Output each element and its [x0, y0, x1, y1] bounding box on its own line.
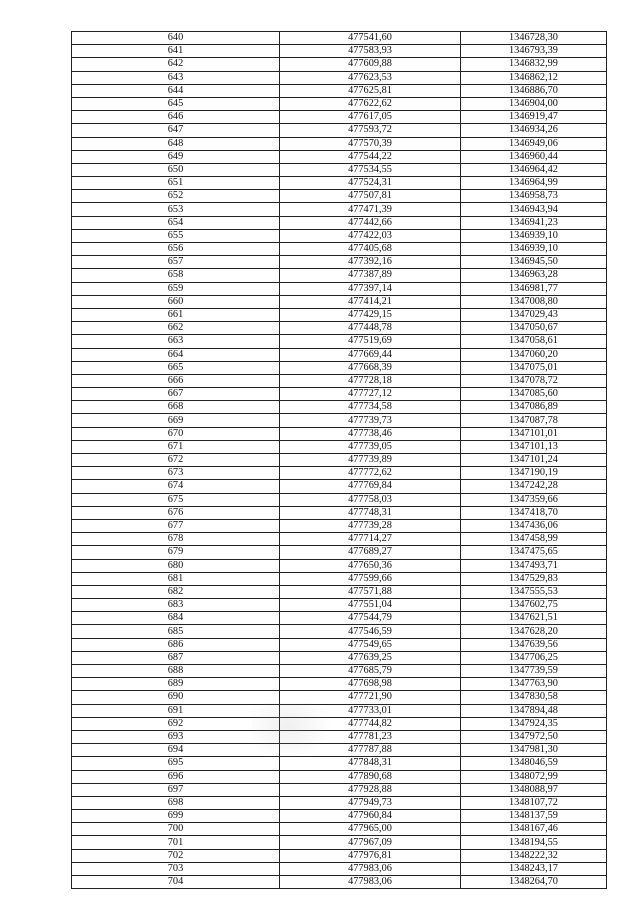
x-coordinate-cell: 477739,28: [280, 519, 461, 532]
table-row: [72, 612, 607, 625]
y-coordinate-cell: 1348264,70: [461, 876, 607, 889]
x-coordinate-cell: 477429,15: [280, 308, 461, 321]
point-number-cell: 697: [72, 783, 280, 796]
table-row: [72, 506, 607, 519]
x-coordinate-cell: 477571,88: [280, 585, 461, 598]
y-coordinate-cell: 1347639,56: [461, 638, 607, 651]
table-row: [72, 177, 607, 190]
table-row: [72, 493, 607, 506]
table-row: [72, 269, 607, 282]
x-coordinate-cell: 477739,73: [280, 414, 461, 427]
y-coordinate-cell: 1347101,24: [461, 454, 607, 467]
point-number-cell: 657: [72, 256, 280, 269]
point-number-cell: 642: [72, 58, 280, 71]
point-number-cell: 702: [72, 849, 280, 862]
table-row: [72, 203, 607, 216]
point-number-cell: 644: [72, 84, 280, 97]
table-row: [72, 229, 607, 242]
x-coordinate-cell: 477772,62: [280, 467, 461, 480]
x-coordinate-cell: 477593,72: [280, 124, 461, 137]
table-row: [72, 862, 607, 875]
y-coordinate-cell: 1346886,70: [461, 84, 607, 97]
y-coordinate-cell: 1346904,00: [461, 97, 607, 110]
x-coordinate-cell: 477405,68: [280, 243, 461, 256]
table-row: [72, 111, 607, 124]
x-coordinate-cell: 477609,88: [280, 58, 461, 71]
table-row: [72, 585, 607, 598]
table-row: [72, 295, 607, 308]
y-coordinate-cell: 1346728,30: [461, 32, 607, 45]
y-coordinate-cell: 1348194,55: [461, 836, 607, 849]
x-coordinate-cell: 477727,12: [280, 388, 461, 401]
y-coordinate-cell: 1348088,97: [461, 783, 607, 796]
y-coordinate-cell: 1347101,13: [461, 440, 607, 453]
table-row: [72, 730, 607, 743]
point-number-cell: 667: [72, 388, 280, 401]
point-number-cell: 684: [72, 612, 280, 625]
coordinate-sheet: [71, 31, 606, 889]
y-coordinate-cell: 1347085,60: [461, 388, 607, 401]
point-number-cell: 663: [72, 335, 280, 348]
x-coordinate-cell: 477551,04: [280, 599, 461, 612]
x-coordinate-cell: 477928,88: [280, 783, 461, 796]
table-row: [72, 440, 607, 453]
x-coordinate-cell: 477669,44: [280, 348, 461, 361]
table-row: [72, 796, 607, 809]
y-coordinate-cell: 1347830,58: [461, 691, 607, 704]
point-number-cell: 679: [72, 546, 280, 559]
y-coordinate-cell: 1348137,59: [461, 810, 607, 823]
y-coordinate-cell: 1347060,20: [461, 348, 607, 361]
table-row: [72, 678, 607, 691]
point-number-cell: 675: [72, 493, 280, 506]
point-number-cell: 662: [72, 322, 280, 335]
y-coordinate-cell: 1347058,61: [461, 335, 607, 348]
x-coordinate-cell: 477976,81: [280, 849, 461, 862]
point-number-cell: 649: [72, 150, 280, 163]
point-number-cell: 673: [72, 467, 280, 480]
x-coordinate-cell: 477546,59: [280, 625, 461, 638]
y-coordinate-cell: 1347075,01: [461, 361, 607, 374]
x-coordinate-cell: 477524,31: [280, 177, 461, 190]
y-coordinate-cell: 1347972,50: [461, 730, 607, 743]
y-coordinate-cell: 1346963,28: [461, 269, 607, 282]
x-coordinate-cell: 477625,81: [280, 84, 461, 97]
table-row: [72, 454, 607, 467]
x-coordinate-cell: 477448,78: [280, 322, 461, 335]
point-number-cell: 686: [72, 638, 280, 651]
table-row: [72, 97, 607, 110]
x-coordinate-cell: 477549,65: [280, 638, 461, 651]
y-coordinate-cell: 1346941,23: [461, 216, 607, 229]
x-coordinate-cell: 477570,39: [280, 137, 461, 150]
point-number-cell: 658: [72, 269, 280, 282]
x-coordinate-cell: 477738,46: [280, 427, 461, 440]
x-coordinate-cell: 477983,06: [280, 862, 461, 875]
y-coordinate-cell: 1347555,53: [461, 585, 607, 598]
point-number-cell: 685: [72, 625, 280, 638]
table-row: [72, 757, 607, 770]
table-row: [72, 783, 607, 796]
coordinate-table-body: [72, 32, 607, 889]
y-coordinate-cell: 1346832,99: [461, 58, 607, 71]
y-coordinate-cell: 1347078,72: [461, 374, 607, 387]
y-coordinate-cell: 1347739,59: [461, 665, 607, 678]
point-number-cell: 693: [72, 730, 280, 743]
y-coordinate-cell: 1347008,80: [461, 295, 607, 308]
table-row: [72, 810, 607, 823]
y-coordinate-cell: 1347706,25: [461, 651, 607, 664]
point-number-cell: 698: [72, 796, 280, 809]
point-number-cell: 680: [72, 559, 280, 572]
y-coordinate-cell: 1346943,94: [461, 203, 607, 216]
y-coordinate-cell: 1346919,47: [461, 111, 607, 124]
point-number-cell: 692: [72, 717, 280, 730]
x-coordinate-cell: 477397,14: [280, 282, 461, 295]
x-coordinate-cell: 477668,39: [280, 361, 461, 374]
y-coordinate-cell: 1347086,89: [461, 401, 607, 414]
table-row: [72, 533, 607, 546]
table-row: [72, 546, 607, 559]
x-coordinate-cell: 477983,06: [280, 876, 461, 889]
point-number-cell: 653: [72, 203, 280, 216]
x-coordinate-cell: 477685,79: [280, 665, 461, 678]
table-row: [72, 84, 607, 97]
point-number-cell: 682: [72, 585, 280, 598]
point-number-cell: 668: [72, 401, 280, 414]
x-coordinate-cell: 477721,90: [280, 691, 461, 704]
x-coordinate-cell: 477507,81: [280, 190, 461, 203]
table-row: [72, 401, 607, 414]
point-number-cell: 669: [72, 414, 280, 427]
y-coordinate-cell: 1346862,12: [461, 71, 607, 84]
table-row: [72, 876, 607, 889]
y-coordinate-cell: 1346793,39: [461, 45, 607, 58]
table-row: [72, 243, 607, 256]
point-number-cell: 696: [72, 770, 280, 783]
table-row: [72, 216, 607, 229]
table-row: [72, 744, 607, 757]
y-coordinate-cell: 1347602,75: [461, 599, 607, 612]
table-row: [72, 124, 607, 137]
point-number-cell: 654: [72, 216, 280, 229]
y-coordinate-cell: 1346958,73: [461, 190, 607, 203]
table-row: [72, 256, 607, 269]
point-number-cell: 694: [72, 744, 280, 757]
point-number-cell: 664: [72, 348, 280, 361]
point-number-cell: 699: [72, 810, 280, 823]
y-coordinate-cell: 1348046,59: [461, 757, 607, 770]
x-coordinate-cell: 477744,82: [280, 717, 461, 730]
point-number-cell: 672: [72, 454, 280, 467]
table-row: [72, 836, 607, 849]
x-coordinate-cell: 477748,31: [280, 506, 461, 519]
table-row: [72, 427, 607, 440]
point-number-cell: 671: [72, 440, 280, 453]
x-coordinate-cell: 477960,84: [280, 810, 461, 823]
y-coordinate-cell: 1347190,19: [461, 467, 607, 480]
x-coordinate-cell: 477471,39: [280, 203, 461, 216]
y-coordinate-cell: 1347029,43: [461, 308, 607, 321]
y-coordinate-cell: 1346960,44: [461, 150, 607, 163]
point-number-cell: 650: [72, 163, 280, 176]
x-coordinate-cell: 477733,01: [280, 704, 461, 717]
point-number-cell: 661: [72, 308, 280, 321]
table-row: [72, 691, 607, 704]
x-coordinate-cell: 477622,62: [280, 97, 461, 110]
point-number-cell: 655: [72, 229, 280, 242]
y-coordinate-cell: 1347981,30: [461, 744, 607, 757]
x-coordinate-cell: 477544,79: [280, 612, 461, 625]
point-number-cell: 701: [72, 836, 280, 849]
table-row: [72, 335, 607, 348]
table-row: [72, 45, 607, 58]
x-coordinate-cell: 477387,89: [280, 269, 461, 282]
table-row: [72, 190, 607, 203]
point-number-cell: 647: [72, 124, 280, 137]
y-coordinate-cell: 1347529,83: [461, 572, 607, 585]
point-number-cell: 646: [72, 111, 280, 124]
x-coordinate-cell: 477689,27: [280, 546, 461, 559]
point-number-cell: 677: [72, 519, 280, 532]
y-coordinate-cell: 1347418,70: [461, 506, 607, 519]
x-coordinate-cell: 477787,88: [280, 744, 461, 757]
x-coordinate-cell: 477781,23: [280, 730, 461, 743]
y-coordinate-cell: 1346934,26: [461, 124, 607, 137]
y-coordinate-cell: 1346939,10: [461, 229, 607, 242]
table-row: [72, 467, 607, 480]
y-coordinate-cell: 1346981,77: [461, 282, 607, 295]
x-coordinate-cell: 477848,31: [280, 757, 461, 770]
table-row: [72, 599, 607, 612]
x-coordinate-cell: 477414,21: [280, 295, 461, 308]
point-number-cell: 652: [72, 190, 280, 203]
table-row: [72, 559, 607, 572]
table-row: [72, 348, 607, 361]
point-number-cell: 691: [72, 704, 280, 717]
coordinate-table: [71, 31, 607, 889]
table-row: [72, 137, 607, 150]
y-coordinate-cell: 1347101,01: [461, 427, 607, 440]
table-row: [72, 519, 607, 532]
x-coordinate-cell: 477544,22: [280, 150, 461, 163]
x-coordinate-cell: 477758,03: [280, 493, 461, 506]
x-coordinate-cell: 477442,66: [280, 216, 461, 229]
x-coordinate-cell: 477599,66: [280, 572, 461, 585]
point-number-cell: 645: [72, 97, 280, 110]
table-row: [72, 163, 607, 176]
point-number-cell: 689: [72, 678, 280, 691]
table-row: [72, 282, 607, 295]
y-coordinate-cell: 1347621,51: [461, 612, 607, 625]
x-coordinate-cell: 477739,89: [280, 454, 461, 467]
x-coordinate-cell: 477422,03: [280, 229, 461, 242]
x-coordinate-cell: 477728,18: [280, 374, 461, 387]
x-coordinate-cell: 477583,93: [280, 45, 461, 58]
x-coordinate-cell: 477534,55: [280, 163, 461, 176]
y-coordinate-cell: 1348222,32: [461, 849, 607, 862]
y-coordinate-cell: 1346949,06: [461, 137, 607, 150]
table-row: [72, 32, 607, 45]
y-coordinate-cell: 1347493,71: [461, 559, 607, 572]
x-coordinate-cell: 477650,36: [280, 559, 461, 572]
y-coordinate-cell: 1347458,99: [461, 533, 607, 546]
point-number-cell: 676: [72, 506, 280, 519]
x-coordinate-cell: 477734,58: [280, 401, 461, 414]
table-row: [72, 849, 607, 862]
table-row: [72, 572, 607, 585]
table-row: [72, 770, 607, 783]
y-coordinate-cell: 1347087,78: [461, 414, 607, 427]
point-number-cell: 659: [72, 282, 280, 295]
table-row: [72, 374, 607, 387]
y-coordinate-cell: 1346964,99: [461, 177, 607, 190]
table-row: [72, 308, 607, 321]
y-coordinate-cell: 1347894,48: [461, 704, 607, 717]
point-number-cell: 695: [72, 757, 280, 770]
y-coordinate-cell: 1346939,10: [461, 243, 607, 256]
point-number-cell: 648: [72, 137, 280, 150]
x-coordinate-cell: 477617,05: [280, 111, 461, 124]
x-coordinate-cell: 477392,16: [280, 256, 461, 269]
table-row: [72, 71, 607, 84]
table-row: [72, 58, 607, 71]
x-coordinate-cell: 477769,84: [280, 480, 461, 493]
x-coordinate-cell: 477965,00: [280, 823, 461, 836]
y-coordinate-cell: 1346945,50: [461, 256, 607, 269]
table-row: [72, 704, 607, 717]
point-number-cell: 641: [72, 45, 280, 58]
point-number-cell: 666: [72, 374, 280, 387]
table-row: [72, 638, 607, 651]
x-coordinate-cell: 477698,98: [280, 678, 461, 691]
x-coordinate-cell: 477739,05: [280, 440, 461, 453]
point-number-cell: 670: [72, 427, 280, 440]
table-row: [72, 322, 607, 335]
table-row: [72, 388, 607, 401]
y-coordinate-cell: 1347359,66: [461, 493, 607, 506]
x-coordinate-cell: 477541,60: [280, 32, 461, 45]
y-coordinate-cell: 1348107,72: [461, 796, 607, 809]
x-coordinate-cell: 477714,27: [280, 533, 461, 546]
x-coordinate-cell: 477519,69: [280, 335, 461, 348]
point-number-cell: 643: [72, 71, 280, 84]
x-coordinate-cell: 477890,68: [280, 770, 461, 783]
table-row: [72, 625, 607, 638]
y-coordinate-cell: 1348243,17: [461, 862, 607, 875]
y-coordinate-cell: 1347242,28: [461, 480, 607, 493]
point-number-cell: 700: [72, 823, 280, 836]
table-row: [72, 480, 607, 493]
point-number-cell: 678: [72, 533, 280, 546]
table-row: [72, 717, 607, 730]
point-number-cell: 690: [72, 691, 280, 704]
x-coordinate-cell: 477623,53: [280, 71, 461, 84]
point-number-cell: 665: [72, 361, 280, 374]
y-coordinate-cell: 1347436,06: [461, 519, 607, 532]
y-coordinate-cell: 1347475,65: [461, 546, 607, 559]
table-row: [72, 414, 607, 427]
y-coordinate-cell: 1347763,90: [461, 678, 607, 691]
point-number-cell: 704: [72, 876, 280, 889]
x-coordinate-cell: 477949,73: [280, 796, 461, 809]
y-coordinate-cell: 1347924,35: [461, 717, 607, 730]
table-row: [72, 651, 607, 664]
point-number-cell: 688: [72, 665, 280, 678]
point-number-cell: 703: [72, 862, 280, 875]
point-number-cell: 656: [72, 243, 280, 256]
table-row: [72, 361, 607, 374]
table-row: [72, 665, 607, 678]
y-coordinate-cell: 1348072,99: [461, 770, 607, 783]
point-number-cell: 660: [72, 295, 280, 308]
table-row: [72, 150, 607, 163]
point-number-cell: 683: [72, 599, 280, 612]
point-number-cell: 681: [72, 572, 280, 585]
x-coordinate-cell: 477967,09: [280, 836, 461, 849]
point-number-cell: 651: [72, 177, 280, 190]
y-coordinate-cell: 1347050,67: [461, 322, 607, 335]
table-row: [72, 823, 607, 836]
y-coordinate-cell: 1346964,42: [461, 163, 607, 176]
point-number-cell: 674: [72, 480, 280, 493]
y-coordinate-cell: 1348167,46: [461, 823, 607, 836]
point-number-cell: 640: [72, 32, 280, 45]
point-number-cell: 687: [72, 651, 280, 664]
y-coordinate-cell: 1347628,20: [461, 625, 607, 638]
x-coordinate-cell: 477639,25: [280, 651, 461, 664]
